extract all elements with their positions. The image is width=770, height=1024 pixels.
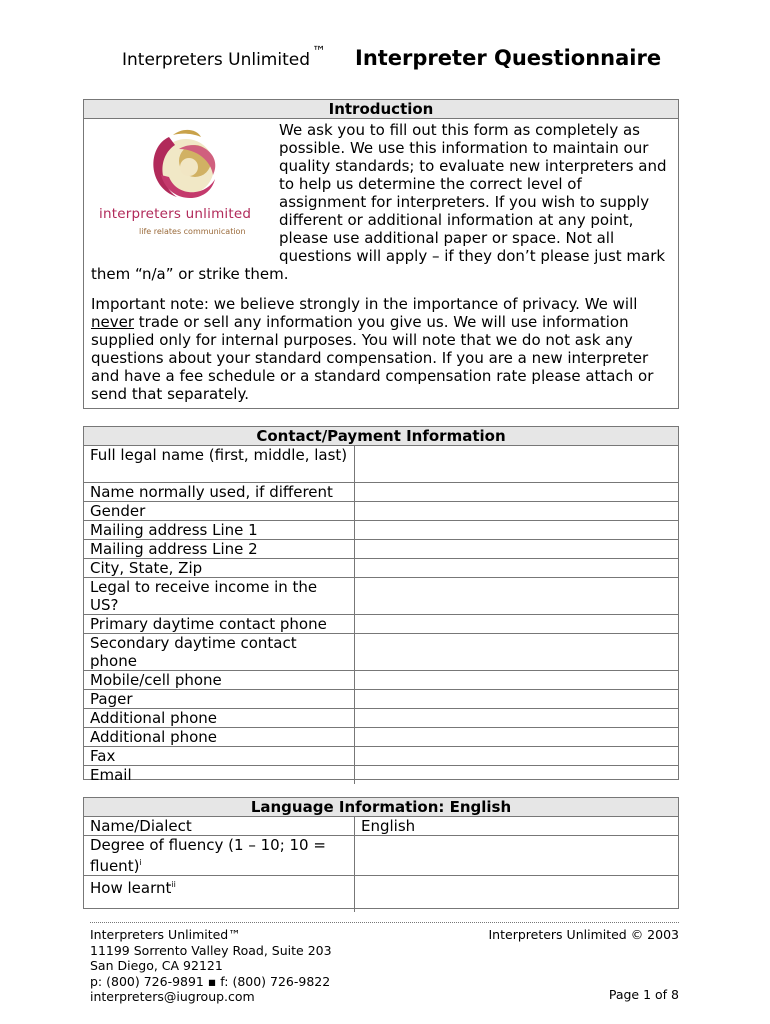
footer-copyright: Interpreters Unlimited © 2003 [488,927,679,942]
endnote-marker: ii [171,880,176,889]
field-label: How learnt$^{ii}$ [84,876,355,913]
table-row [84,817,678,836]
table-row [84,521,678,540]
footer-address-line-1: 11199 Sorrento Valley Road, Suite 203 [90,942,332,958]
language-section [83,797,679,909]
introduction-section [83,99,679,409]
legal-income-field[interactable] [355,578,679,615]
field-label: Name normally used, if different [84,483,355,502]
table-row [84,766,678,785]
gender-field[interactable] [355,502,679,521]
table-row [84,671,678,690]
field-label: Secondary daytime contact phone [84,634,355,671]
field-label: Mobile/cell phone [84,671,355,690]
logo-tagline: life relates communication [139,227,246,236]
field-label: Pager [84,690,355,709]
full-legal-name-field[interactable] [355,446,679,483]
additional-phone-field[interactable] [355,728,679,747]
footer-email: interpreters@iugroup.com [90,989,255,1004]
address-line-1-field[interactable] [355,521,679,540]
page-header [0,46,770,76]
emphasis-never: never [91,313,135,331]
intro-paragraph-2: Important note: we believe strongly in the importance of privacy. We will never trade or sell any information you give us. We will use information supplied only for internal purposes. You will note that we do not ask any questions about your standard compensation. If you are a new interpreter and have a fee schedule or a standard compensation rate please attach or send that separately. [91,295,654,403]
address-line-2-field[interactable] [355,540,679,559]
field-label: Mailing address Line 1 [84,521,355,540]
how-learnt-field[interactable] [355,876,679,913]
brand-name: Interpreters Unlimited ™ [122,44,327,70]
field-label: Gender [84,502,355,521]
field-label: Additional phone [84,728,355,747]
intro-paragraph-1: We ask you to fill out this form as completely as possible. We use this information to maintain our quality standards; to evaluate new interpreters and to help us determine the correct level of assignment for interpreters. If you wish to supply different or additional information at any point, please use additional paper or space. Not all questions will apply – if they don’t please just mark them “n/a” or strike them. [91,121,667,283]
table-row [84,836,678,876]
field-label: Fax [84,747,355,766]
additional-phone-field[interactable] [355,709,679,728]
field-label: Legal to receive income in the US? [84,578,355,615]
pager-field[interactable] [355,690,679,709]
introduction-heading: Introduction [84,100,678,119]
table-row [84,690,678,709]
footer-address-line-2: San Diego, CA 92121 [90,958,223,973]
field-label: Email [84,766,355,785]
footer-address [90,927,332,1005]
table-row [84,502,678,521]
field-label: Degree of fluency (1 – 10; 10 = fluent)$^i$ [84,836,355,876]
table-row [84,709,678,728]
primary-phone-field[interactable] [355,615,679,634]
dialect-field[interactable]: English [355,817,679,836]
field-label: Full legal name (first, middle, last) [84,446,355,483]
city-state-zip-field[interactable] [355,559,679,578]
field-label: Mailing address Line 2 [84,540,355,559]
field-label: Name/Dialect [84,817,355,836]
table-row [84,747,678,766]
table-row [84,615,678,634]
trademark-symbol: ™ [312,44,327,60]
table-row [84,578,678,615]
page-title: Interpreter Questionnaire [355,46,662,70]
contact-payment-section [83,426,679,784]
mobile-phone-field[interactable] [355,671,679,690]
table-row [84,634,678,671]
name-used-field[interactable] [355,483,679,502]
contact-heading: Contact/Payment Information [84,427,678,446]
secondary-phone-field[interactable] [355,634,679,671]
field-label: Additional phone [84,709,355,728]
table-row [84,446,678,483]
language-heading: Language Information: English [84,798,678,817]
table-row [84,483,678,502]
logo-wordmark: interpreters unlimited [99,206,252,222]
table-row [84,540,678,559]
swirl-logo-icon [139,127,229,207]
footer-phones: p: (800) 726-9891 ▪ f: (800) 726-9822 [90,973,331,989]
field-label: City, State, Zip [84,559,355,578]
page-number: Page 1 of 8 [608,987,679,1002]
table-row [84,728,678,747]
company-logo [89,121,271,251]
fluency-field[interactable] [355,836,679,876]
field-label: Primary daytime contact phone [84,615,355,634]
endnote-marker: i [139,858,142,867]
fax-field[interactable] [355,747,679,766]
table-row [84,876,678,913]
email-field[interactable] [355,766,679,785]
footer-company: Interpreters Unlimited™ [90,927,241,942]
table-row [84,559,678,578]
contact-table [84,446,678,784]
language-table [84,817,678,912]
footer-divider [90,922,679,923]
